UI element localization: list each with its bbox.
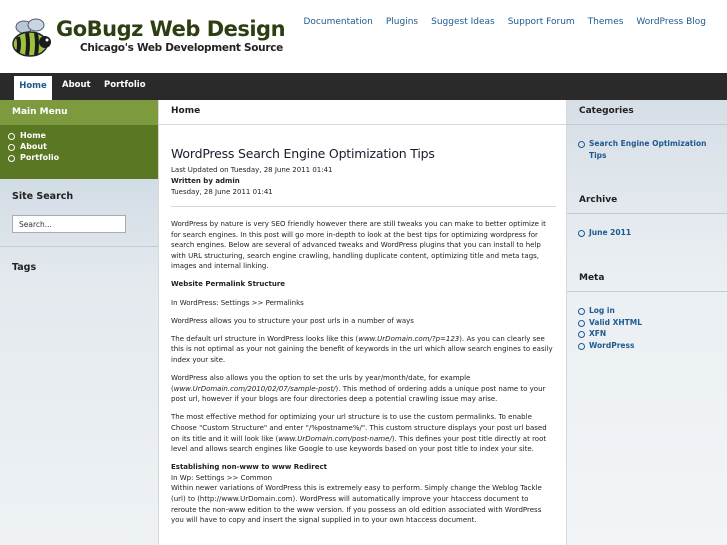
archive-list bbox=[577, 227, 722, 239]
text-span: The default url structure in WordPress looks like this ( bbox=[171, 334, 359, 343]
text-span: WordPress also allows you the option to set the urls by year/month/date, for example ( bbox=[171, 374, 471, 393]
article-subheading: Website Permalink Structure bbox=[171, 280, 286, 289]
main-content bbox=[158, 100, 567, 545]
example-url: www.UrDomain.com/2010/02/07/sample-post/ bbox=[173, 384, 336, 393]
article-paragraph bbox=[171, 334, 556, 366]
main-menu-title: Main Menu bbox=[0, 100, 158, 125]
article-author: Written by admin bbox=[171, 177, 240, 185]
article-paragraph bbox=[171, 412, 556, 454]
left-sidebar bbox=[0, 100, 158, 545]
logo-tagline: Chicago's Web Development Source bbox=[80, 42, 283, 54]
search-input[interactable] bbox=[12, 215, 126, 233]
divider bbox=[0, 246, 158, 247]
text-span: ). This defines your post title directly at root level and allows search engines like Google to use keywords based on your post title to index your site. bbox=[171, 434, 547, 454]
right-sidebar bbox=[567, 100, 727, 545]
site-search-title: Site Search bbox=[12, 191, 74, 202]
main-menu bbox=[0, 125, 158, 179]
divider bbox=[567, 213, 727, 214]
article-paragraph: Within newer variations of WordPress this is extremely easy to perform. Simply change the Weblog Tackle (url) to (http://www.UrDomain.com). WordPress will automatically improve your htaccess document to reroute the non-www edition to the www version. If you possess an old edition associated with WordPress you will have to copy and insert the signal supplied in to your own htaccess document. bbox=[171, 484, 542, 525]
tags-title: Tags bbox=[12, 262, 37, 273]
meta-link-wordpress[interactable]: WordPress bbox=[577, 340, 722, 352]
article-body bbox=[171, 206, 556, 526]
article-date: Tuesday, 28 June 2011 01:41 bbox=[171, 188, 273, 196]
nav-home[interactable]: Home bbox=[14, 73, 52, 100]
logo-title: GoBugz Web Design bbox=[56, 17, 286, 41]
article-paragraph: In Wp: Settings >> Common bbox=[171, 473, 273, 482]
bee-logo-icon bbox=[10, 18, 54, 60]
article-paragraph: WordPress by nature is very SEO friendly however there are still tweaks you can make to better optimize it for search engines. In this post will go more in-depth to look at the best tips for optimizing wordpress for search engines. Below are several of advanced tweaks and WordPress plugins that you can install to help with URL structuring, search engine crawling, handling duplicate content, optimizing title and meta tags, images and internal linking. bbox=[171, 220, 546, 271]
archive-link[interactable]: June 2011 bbox=[577, 227, 722, 239]
text-span: The most effective method for optimizing your url structure is to use the custom permalinks. To enable Choose "Custom Structure" and enter "/%postname%/". This custom structure displays your post url based on its title and it will look like ( bbox=[171, 413, 547, 443]
meta-title: Meta bbox=[579, 273, 605, 283]
top-link-themes[interactable]: Themes bbox=[587, 17, 624, 27]
main-menu-item-portfolio[interactable]: Portfolio bbox=[8, 152, 158, 163]
text-span: ). As you can clearly see this is not optimal as your not gaining the benefit of keywords in the url which allow search engines to easily index your site. bbox=[171, 334, 553, 364]
example-url: www.UrDomain.com/post-name/ bbox=[278, 434, 392, 443]
article-title[interactable]: WordPress Search Engine Optimization Tips bbox=[171, 146, 435, 161]
top-link-support-forum[interactable]: Support Forum bbox=[507, 17, 575, 27]
category-link[interactable]: Search Engine Optimization Tips bbox=[577, 138, 722, 161]
meta-link-login[interactable]: Log in bbox=[577, 305, 722, 317]
meta-link-valid-xhtml[interactable]: Valid XHTML bbox=[577, 317, 722, 329]
nav-portfolio[interactable]: Portfolio bbox=[104, 80, 146, 90]
site-logo[interactable] bbox=[10, 14, 286, 64]
divider bbox=[567, 291, 727, 292]
divider bbox=[567, 124, 727, 125]
article-paragraph: WordPress allows you to structure your post urls in a number of ways bbox=[171, 316, 414, 325]
text-span: ). This method of ordering adds a unique post name to your post url, however if your blogs are four directories deep a potential crawling issue may arise. bbox=[171, 384, 546, 404]
top-links bbox=[303, 17, 706, 27]
main-menu-item-home[interactable]: Home bbox=[8, 130, 158, 141]
categories-list bbox=[577, 138, 722, 161]
example-url: www.UrDomain.com/?p=123 bbox=[358, 334, 460, 343]
main-menu-item-about[interactable]: About bbox=[8, 141, 158, 152]
archive-title: Archive bbox=[579, 195, 618, 205]
article-paragraph bbox=[171, 373, 556, 405]
article bbox=[159, 125, 566, 526]
article-subheading: Establishing non-www to www Redirect bbox=[171, 463, 327, 472]
main-nav bbox=[0, 73, 727, 100]
top-link-wordpress-blog[interactable]: WordPress Blog bbox=[636, 17, 706, 27]
article-paragraph: In WordPress: Settings >> Permalinks bbox=[171, 298, 304, 307]
top-link-suggest-ideas[interactable]: Suggest Ideas bbox=[431, 17, 495, 27]
breadcrumb: Home bbox=[159, 100, 566, 125]
site-header bbox=[0, 0, 727, 73]
top-link-plugins[interactable]: Plugins bbox=[385, 17, 419, 27]
meta-list bbox=[577, 305, 722, 351]
nav-about[interactable]: About bbox=[62, 80, 91, 90]
article-last-updated: Last Updated on Tuesday, 28 June 2011 01:41 bbox=[171, 166, 333, 174]
top-link-documentation[interactable]: Documentation bbox=[303, 17, 373, 27]
meta-link-xfn[interactable]: XFN bbox=[577, 328, 722, 340]
categories-title: Categories bbox=[579, 106, 634, 116]
